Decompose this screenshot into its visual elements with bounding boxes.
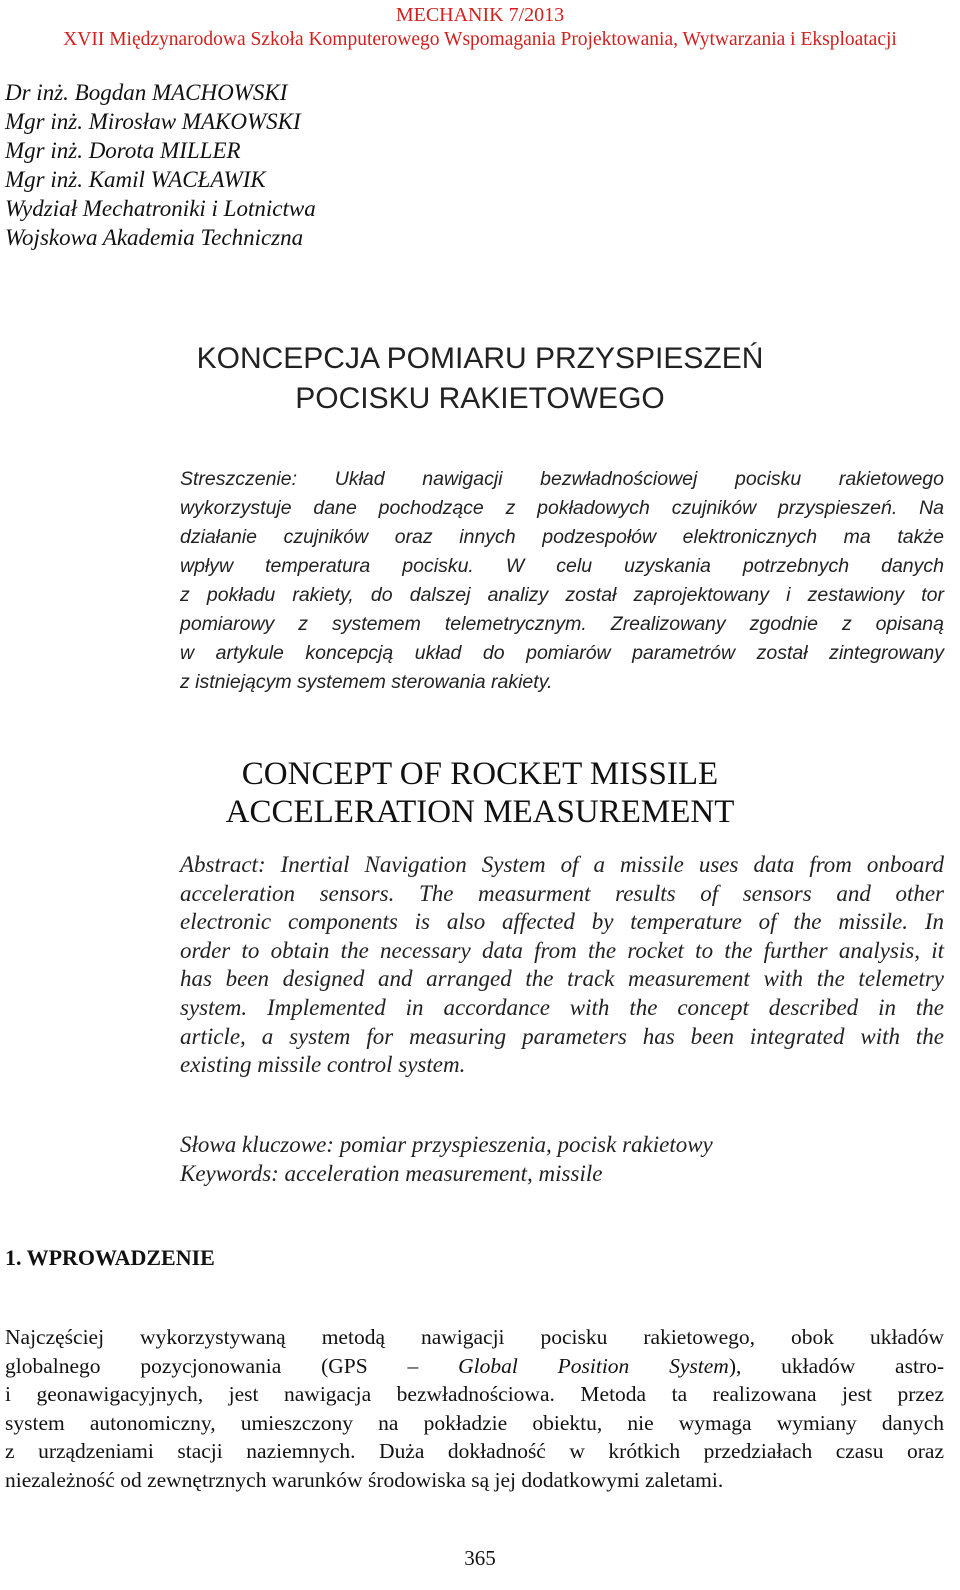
abstract-line: electronic components is also affected by temperature of the missile. In	[180, 909, 944, 935]
title-line: CONCEPT OF ROCKET MISSILE	[241, 756, 719, 792]
title-line: ACCELERATION MEASUREMENT	[225, 794, 735, 830]
body-line: Najczęściej wykorzystywaną metodą nawigacji pocisku rakietowego, obok układów	[5, 1325, 944, 1349]
section-body	[5, 1323, 944, 1495]
gps-expansion: Global Position System	[458, 1353, 729, 1378]
section-heading: 1. WPROWADZENIE	[5, 1245, 215, 1270]
author-line: Mgr inż. Kamil WACŁAWIK	[5, 167, 266, 192]
abstract-line: acceleration sensors. The measurment results of sensors and other	[180, 880, 944, 906]
abstract-line: article, a system for measuring parameters has been integrated with the	[180, 1023, 944, 1049]
paper-title-polish	[0, 339, 960, 419]
body-line: globalnego pozycjonowania (GPS – Global Position System), układów astro-	[5, 1353, 945, 1378]
abstract-line: z istniejącym systemem sterowania rakiety.	[180, 671, 553, 693]
abstract-line: Abstract: Inertial Navigation System of a missile uses data from onboard	[180, 852, 944, 877]
abstract-english	[180, 851, 944, 1080]
body-line: niezależność od zewnętrznych warunków środowiska są jej dodatkowymi zaletami.	[5, 1467, 724, 1492]
body-line: z urządzeniami stacji naziemnych. Duża dokładność w krótkich przedziałach czasu oraz	[5, 1439, 944, 1464]
keywords-block	[180, 1130, 713, 1188]
abstract-line: w artykule koncepcją układ do pomiarów parametrów został zintegrowany	[180, 642, 944, 664]
title-line: KONCEPCJA POMIARU PRZYSPIESZEŃ	[196, 342, 764, 375]
abstract-line: wykorzystuje dane pochodzące z pokładowych czujników przyspieszeń. Na	[180, 497, 944, 519]
title-line: POCISKU RAKIETOWEGO	[295, 382, 665, 415]
abstract-line: z pokładu rakiety, do dalszej analizy został zaprojektowany i zestawiony tor	[180, 584, 944, 606]
authors-block	[5, 78, 316, 252]
keywords-english: Keywords: acceleration measurement, missile	[180, 1161, 603, 1186]
affiliation-university: Wojskowa Akademia Techniczna	[5, 225, 304, 250]
journal-title: MECHANIK 7/2013	[395, 4, 565, 26]
abstract-line: system. Implemented in accordance with the concept described in the	[180, 994, 944, 1020]
author-line: Mgr inż. Dorota MILLER	[5, 138, 241, 163]
abstract-line: existing missile control system.	[180, 1052, 466, 1078]
journal-header	[0, 2, 960, 52]
page-number: 365	[464, 1546, 496, 1570]
abstract-line: pomiarowy z systemem telemetrycznym. Zrealizowany zgodnie z opisaną	[180, 613, 944, 635]
abstract-line: wpływ temperatura pocisku. W celu uzyskania potrzebnych danych	[180, 555, 944, 577]
abstract-line: has been designed and arranged the track measurement with the telemetry	[180, 966, 944, 992]
body-line: system autonomiczny, umieszczony na pokładzie obiektu, nie wymaga wymiany danych	[5, 1410, 944, 1435]
abstract-line: działanie czujników oraz innych podzespołów elektronicznych ma także	[180, 526, 944, 548]
keywords-polish: Słowa kluczowe: pomiar przyspieszenia, pocisk rakietowy	[180, 1132, 713, 1157]
body-line: i geonawigacyjnych, jest nawigacja bezwładnościowa. Metoda ta realizowana jest przez	[5, 1382, 944, 1407]
author-line: Mgr inż. Mirosław MAKOWSKI	[5, 109, 301, 134]
conference-name: XVII Międzynarodowa Szkoła Komputerowego Wspomagania Projektowania, Wytwarzania i Eksploatacji	[63, 29, 897, 50]
affiliation-faculty: Wydział Mechatroniki i Lotnictwa	[5, 196, 316, 221]
abstract-polish	[180, 465, 944, 697]
author-line: Dr inż. Bogdan MACHOWSKI	[5, 80, 288, 105]
paper-title-english	[0, 755, 960, 831]
abstract-line: order to obtain the necessary data from the rocket to the further analysis, it	[180, 937, 944, 963]
abstract-line: Streszczenie: Układ nawigacji bezwładnościowej pocisku rakietowego	[180, 468, 944, 490]
